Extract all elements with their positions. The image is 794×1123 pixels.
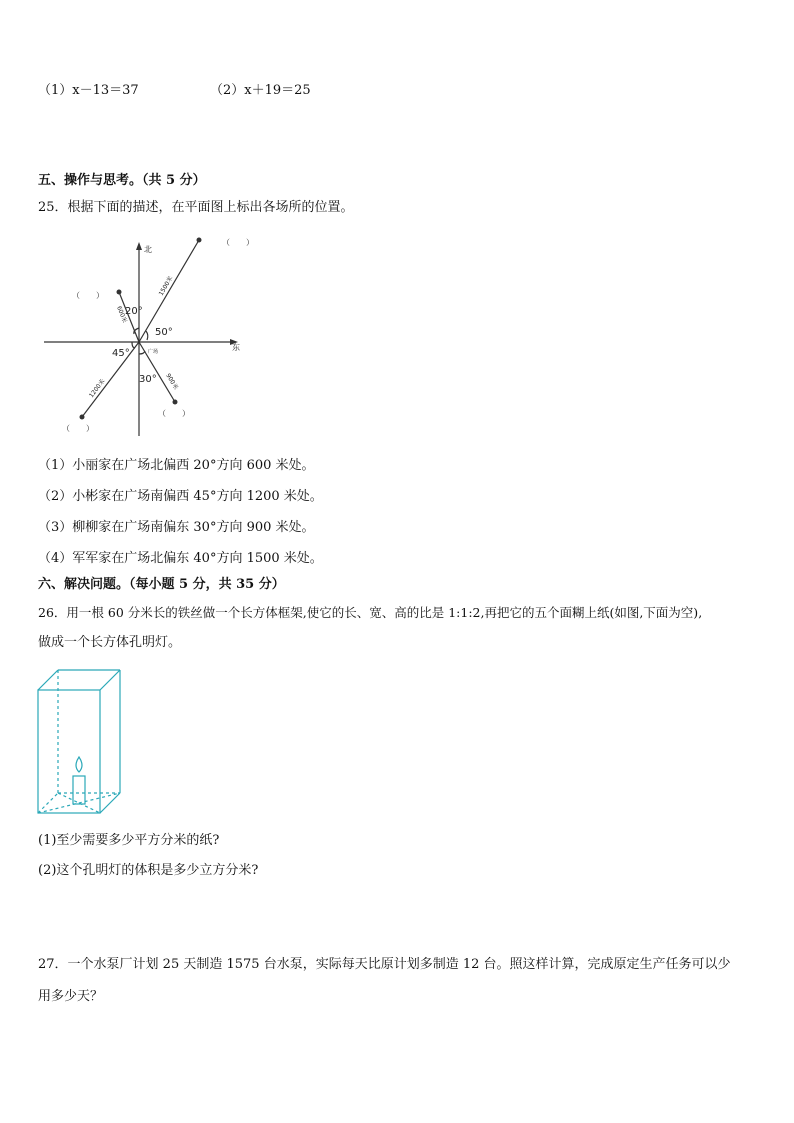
- answer-blank-southwest: （ ）: [62, 424, 94, 433]
- question-25-item-1: （1）小丽家在广场北偏西 20°方向 600 米处。: [38, 458, 315, 473]
- candle-body: [73, 776, 85, 804]
- answer-blank-northwest: （ ）: [72, 291, 104, 300]
- point-southeast: [173, 400, 178, 405]
- answer-blank-southeast: （ ）: [158, 409, 190, 418]
- ray-southwest: [82, 342, 139, 417]
- question-26-line-1: 26．用一根 60 分米长的铁丝做一个长方体框架,使它的长、宽、高的比是 1:1:2,再把它的五个面糊上纸(如图,下面为空),: [38, 605, 703, 620]
- question-27-line-1: 27．一个水泵厂计划 25 天制造 1575 台水泵，实际每天比原计划多制造 12 台。照这样计算，完成原定生产任务可以少: [38, 957, 731, 972]
- question-25-item-4: （4）军军家在广场北偏东 40°方向 1500 米处。: [38, 551, 323, 566]
- question-26-sub-2: (2)这个孔明灯的体积是多少立方分米?: [38, 863, 259, 878]
- question-26-line-2: 做成一个长方体孔明灯。: [38, 635, 182, 650]
- angle-label-45: 45°: [112, 348, 130, 359]
- lantern-front-face: [38, 690, 100, 813]
- angle-label-50: 50°: [155, 327, 173, 338]
- north-arrow: [136, 242, 142, 250]
- question-25-item-3: （3）柳柳家在广场南偏东 30°方向 900 米处。: [38, 520, 315, 535]
- section-5-heading: 五、操作与思考。（共 5 分）: [38, 173, 206, 188]
- distance-label-1500: 1500米: [157, 275, 175, 297]
- distance-label-1200: 1200米: [88, 377, 107, 400]
- distance-label-900: 900米: [164, 372, 180, 391]
- question-25-prompt: 25．根据下面的描述，在平面图上标出各场所的位置。: [38, 200, 354, 215]
- question-25-item-2: （2）小彬家在广场南偏西 45°方向 1200 米处。: [38, 489, 323, 504]
- candle-flame: [76, 757, 82, 772]
- equation-2: （2）x＋19＝25: [210, 83, 311, 98]
- equation-1: （1）x－13＝37: [38, 83, 139, 98]
- distance-label-600: 600米: [115, 305, 129, 324]
- direction-map: [0, 232, 260, 447]
- lantern-figure: [36, 668, 128, 818]
- question-26-sub-1: (1)至少需要多少平方分米的纸?: [38, 833, 220, 848]
- point-northeast: [197, 238, 202, 243]
- angle-label-30: 30°: [139, 374, 157, 385]
- angle-label-20: 20°: [125, 306, 143, 317]
- east-label: 东: [232, 343, 240, 352]
- point-southwest: [80, 415, 85, 420]
- center-label: 广场: [148, 349, 159, 355]
- answer-blank-northeast: （ ）: [222, 238, 254, 247]
- section-6-heading: 六、解决问题。（每小题 5 分，共 35 分）: [38, 577, 285, 592]
- question-27-line-2: 用多少天？: [38, 989, 104, 1004]
- point-northwest: [117, 290, 122, 295]
- north-label: 北: [144, 245, 152, 254]
